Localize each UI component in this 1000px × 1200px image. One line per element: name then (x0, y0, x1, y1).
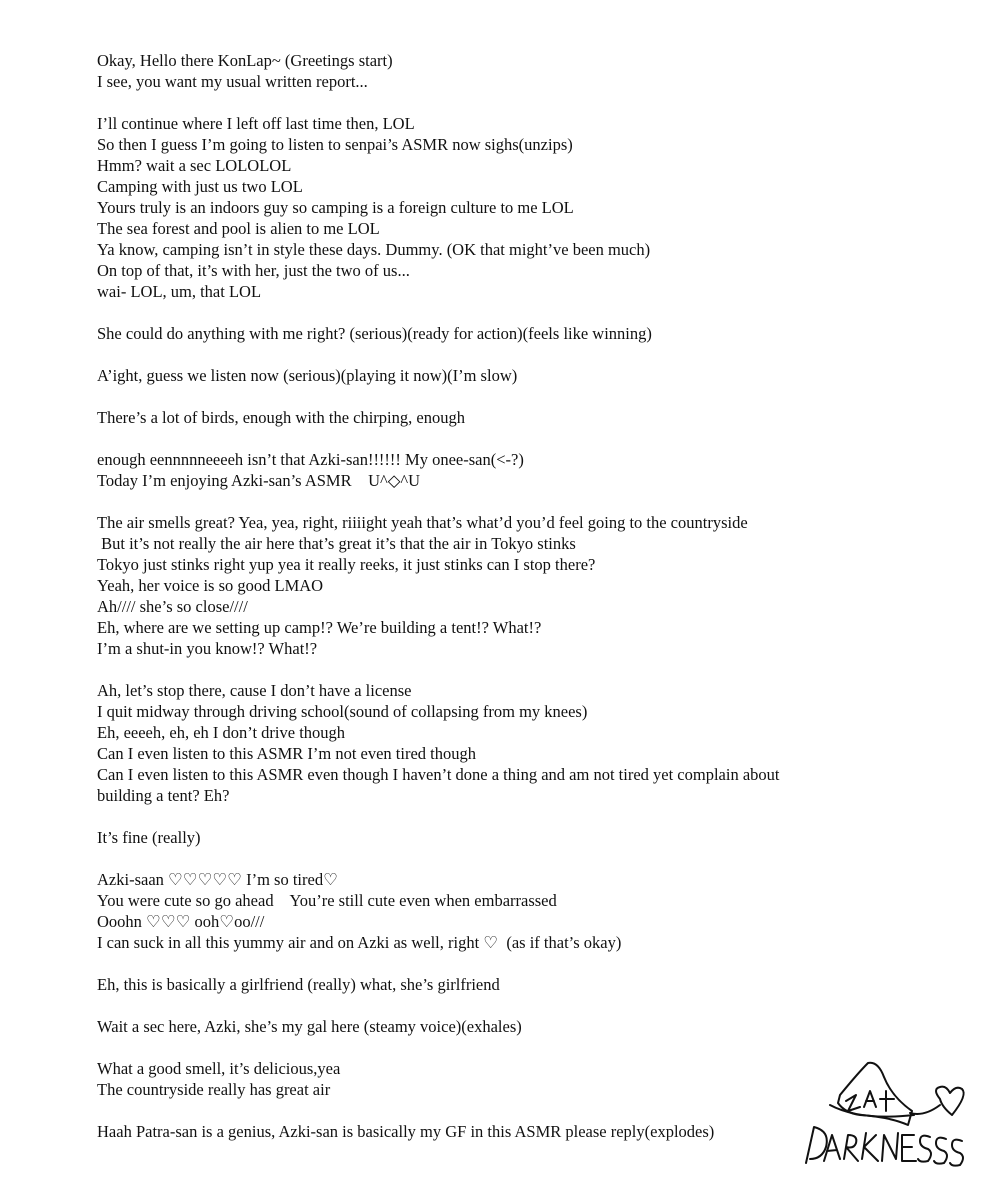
text-line: You were cute so go ahead You’re still cute even when embarrassed (97, 891, 557, 910)
blank-line (97, 386, 897, 407)
blank-line (97, 995, 897, 1016)
text-line: Ooohn ♡♡♡ ooh♡oo/// (97, 912, 265, 931)
sig-letter-n (882, 1133, 898, 1161)
text-line: There’s a lot of birds, enough with the chirping, enough (97, 408, 465, 427)
text-line: Ya know, camping isn’t in style these days. Dummy. (OK that might’ve been much) (97, 240, 651, 259)
sig-letter-e (902, 1135, 916, 1161)
text-line: A’ight, guess we listen now (serious)(playing it now)(I’m slow) (97, 366, 518, 385)
text-line: Wait a sec here, Azki, she’s my gal here (steamy voice)(exhales) (97, 1017, 522, 1036)
sig-letter-r (844, 1135, 858, 1161)
text-line: Eh, where are we setting up camp!? We’re building a tent!? What!? (97, 618, 542, 637)
text-line: Camping with just us two LOL (97, 177, 303, 196)
text-line: building a tent? Eh? (97, 786, 230, 805)
text-line: Yours truly is an indoors guy so camping is a foreign culture to me LOL (97, 198, 574, 217)
blank-line (97, 491, 897, 512)
blank-line (97, 806, 897, 827)
text-line: I quit midway through driving school(sound of collapsing from my knees) (97, 702, 588, 721)
blank-line (97, 428, 897, 449)
blank-line (97, 848, 897, 869)
text-line: I’m a shut-in you know!? What!? (97, 639, 318, 658)
blank-line (97, 302, 897, 323)
text-line: The countryside really has great air (97, 1080, 331, 1099)
text-line: On top of that, it’s with her, just the two of us... (97, 261, 410, 280)
sig-letter-s2 (934, 1138, 947, 1164)
text-line: enough eennnnneeeeh isn’t that Azki-san!!!!!! My onee-san(<-?) (97, 450, 524, 469)
heart-tail (910, 1105, 940, 1114)
text-line: The sea forest and pool is alien to me LOL (97, 219, 380, 238)
sig-letter-d (806, 1127, 827, 1163)
text-line: Eh, this is basically a girlfriend (really) what, she’s girlfriend (97, 975, 500, 994)
text-line: But it’s not really the air here that’s great it’s that the air in Tokyo stinks (97, 534, 576, 553)
handwritten-signature (800, 1055, 970, 1170)
text-line: What a good smell, it’s delicious,yea (97, 1059, 341, 1078)
text-line: She could do anything with me right? (serious)(ready for action)(feels like winning) (97, 324, 652, 343)
text-line: Okay, Hello there KonLap~ (Greetings start) (97, 51, 393, 70)
text-line: Yeah, her voice is so good LMAO (97, 576, 324, 595)
text-line: Today I’m enjoying Azki-san’s ASMR U^◇^U (97, 471, 421, 490)
blank-line (97, 1037, 897, 1058)
text-line: wai- LOL, um, that LOL (97, 282, 262, 301)
blank-line (97, 92, 897, 113)
text-line: I’ll continue where I left off last time then, LOL (97, 114, 415, 133)
blank-line (97, 1100, 897, 1121)
blank-line (97, 659, 897, 680)
blank-line (97, 344, 897, 365)
text-line: Ah, let’s stop there, cause I don’t have a license (97, 681, 412, 700)
text-line: Ah//// she’s so close//// (97, 597, 248, 616)
sig-letter-k (862, 1133, 878, 1161)
sig-letter-s3 (950, 1140, 963, 1166)
text-line: The air smells great? Yea, yea, right, riiiight yeah that’s what’d you’d feel going to the countryside (97, 513, 748, 532)
heart-icon (936, 1087, 964, 1115)
text-line: Can I even listen to this ASMR I’m not even tired though (97, 744, 477, 763)
text-line: I see, you want my usual written report... (97, 72, 368, 91)
text-line: Can I even listen to this ASMR even though I haven’t done a thing and am not tired yet complain about (97, 765, 780, 784)
sig-letters-top (846, 1091, 894, 1111)
text-line: Azki-saan ♡♡♡♡♡ I’m so tired♡ (97, 870, 338, 889)
document-body (97, 50, 897, 1142)
blank-line (97, 953, 897, 974)
text-line: It’s fine (really) (97, 828, 201, 847)
text-line: Hmm? wait a sec LOLOLOL (97, 156, 292, 175)
text-line: Haah Patra-san is a genius, Azki-san is basically my GF in this ASMR please reply(explodes) (97, 1122, 715, 1141)
text-line: Tokyo just stinks right yup yea it really reeks, it just stinks can I stop there? (97, 555, 596, 574)
text-line: I can suck in all this yummy air and on Azki as well, right ♡ (as if that’s okay) (97, 933, 622, 952)
text-line: Eh, eeeeh, eh, eh I don’t drive though (97, 723, 346, 742)
sig-letter-s1 (918, 1136, 931, 1162)
text-line: So then I guess I’m going to listen to senpai’s ASMR now sighs(unzips) (97, 135, 573, 154)
